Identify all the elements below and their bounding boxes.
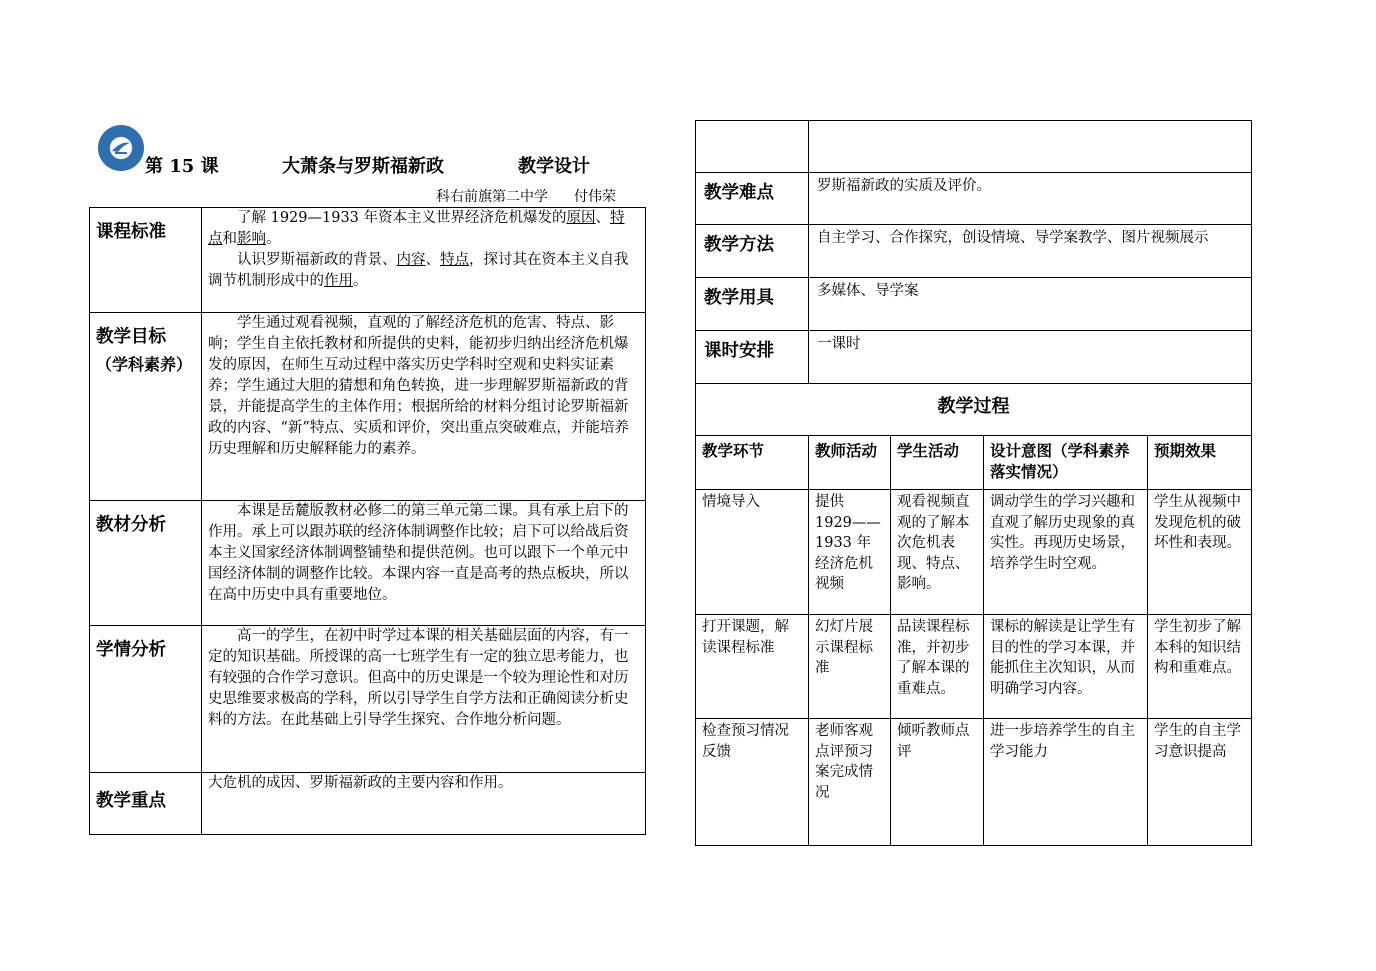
tools-label: 教学用具 xyxy=(696,278,809,331)
process-cell: 学生的自主学习意识提高 xyxy=(1148,719,1252,846)
process-cell: 提供 1929——1933 年经济危机视频 xyxy=(809,490,891,615)
key-points-text: 大危机的成因、罗斯福新政的主要内容和作用。 xyxy=(202,773,646,835)
methods-label: 教学方法 xyxy=(696,225,809,278)
key-points-label: 教学重点 xyxy=(90,773,202,835)
process-cell: 学生从视频中发现危机的破坏性和表现。 xyxy=(1148,490,1252,615)
students-label: 学情分析 xyxy=(90,626,202,773)
process-header-cell: 教学环节 xyxy=(696,436,809,490)
logo-emblem-icon xyxy=(111,139,131,155)
process-cell: 老师客观点评预习案完成情况 xyxy=(809,719,891,846)
process-cell: 调动学生的学习兴趣和直观了解历史现象的真实性。再现历史场景，培养学生时空观。 xyxy=(984,490,1148,615)
process-cell: 进一步培养学生的自主学习能力 xyxy=(984,719,1148,846)
lesson-title: 大萧条与罗斯福新政 xyxy=(282,156,444,177)
table-row xyxy=(90,501,646,626)
goals-label: 教学目标 （学科素养） xyxy=(90,313,202,501)
table-row xyxy=(696,331,1252,384)
table-row xyxy=(696,121,1252,173)
process-cell: 情境导入 xyxy=(696,490,809,615)
process-row xyxy=(696,615,1252,719)
process-cell: 观看视频直观的了解本次危机表现、特点、影响。 xyxy=(891,490,984,615)
process-row xyxy=(696,719,1252,846)
empty-cell xyxy=(696,121,809,173)
schedule-label: 课时安排 xyxy=(696,331,809,384)
difficulty-label: 教学难点 xyxy=(696,173,809,225)
course-standard-text: 了解 1929—1933 年资本主义世界经济危机爆发的原因、特点和影响。 认识罗斯福新政的背景、内容、特点，探讨其在资本主义自我调节机制形成中的作用。 xyxy=(202,208,646,313)
school-logo xyxy=(98,125,144,171)
lesson-number: 第 15 课 xyxy=(145,156,219,177)
process-header-cell: 学生活动 xyxy=(891,436,984,490)
process-cell: 检查预习情况反馈 xyxy=(696,719,809,846)
process-row xyxy=(696,490,1252,615)
teacher-name: 付伟荣 xyxy=(574,189,616,205)
table-row xyxy=(90,773,646,835)
process-cell: 倾听教师点评 xyxy=(891,719,984,846)
process-cell: 打开课题，解读课程标准 xyxy=(696,615,809,719)
course-standard-label: 课程标准 xyxy=(90,208,202,313)
process-title: 教学过程 xyxy=(696,384,1252,436)
students-text: 高一的学生，在初中时学过本课的相关基础层面的内容，有一定的知识基础。所授课的高一七班学生有一定的独立思考能力，也有较强的合作学习意识。但高中的历史课是一个较为理论性和对历史思维要求极高的学科，所以引导学生自学方法和正确阅读分析史料的方法。在此基础上引导学生探究、合作地分析问题。 xyxy=(202,626,646,773)
process-cell: 课标的解读是让学生有目的性的学习本课，并能抓住主次知识，从而明确学习内容。 xyxy=(984,615,1148,719)
process-cell: 幻灯片展示课程标准 xyxy=(809,615,891,719)
school-name: 科右前旗第二中学 xyxy=(436,189,548,205)
process-header-row xyxy=(696,436,1252,490)
table-row xyxy=(696,278,1252,331)
table-row xyxy=(696,173,1252,225)
difficulty-text: 罗斯福新政的实质及评价。 xyxy=(809,173,1252,225)
process-header-cell: 教师活动 xyxy=(809,436,891,490)
schedule-text: 一课时 xyxy=(809,331,1252,384)
table-row xyxy=(90,208,646,313)
table-row xyxy=(696,225,1252,278)
process-header-cell: 设计意图（学科素养落实情况） xyxy=(984,436,1148,490)
empty-cell xyxy=(809,121,1252,173)
material-text: 本课是岳麓版教材必修二的第三单元第二课。具有承上启下的作用。承上可以跟苏联的经济体制调整作比较；启下可以给战后资本主义国家经济体制调整铺垫和提供范例。也可以跟下一个单元中国经济体制的调整作比较。本课内容一直是高考的热点板块，所以在高中历史中具有重要地位。 xyxy=(202,501,646,626)
teaching-process-table xyxy=(695,120,1252,846)
methods-text: 自主学习、合作探究，创设情境、导学案教学、图片视频展示 xyxy=(809,225,1252,278)
table-row xyxy=(90,626,646,773)
material-label: 教材分析 xyxy=(90,501,202,626)
process-cell: 学生初步了解本科的知识结构和重难点。 xyxy=(1148,615,1252,719)
process-cell: 品读课程标准，并初步了解本课的重难点。 xyxy=(891,615,984,719)
process-header-cell: 预期效果 xyxy=(1148,436,1252,490)
doc-type: 教学设计 xyxy=(518,156,590,177)
table-row xyxy=(90,313,646,501)
goals-text: 学生通过观看视频，直观的了解经济危机的危害、特点、影响；学生自主依托教材和所提供的史料，能初步归纳出经济危机爆发的原因，在师生互动过程中落实历史学科时空观和史料实证素养；学生通过大胆的猜想和角色转换，进一步理解罗斯福新政的背景，并能提高学生的主体作用；根据所给的材料分组讨论罗斯福新政的内容、“新”特点、实质和评价，突出重点突破难点，并能培养历史理解和历史解释能力的素养。 xyxy=(202,313,646,501)
lesson-info-table xyxy=(89,207,646,835)
table-row xyxy=(696,384,1252,436)
tools-text: 多媒体、导学案 xyxy=(809,278,1252,331)
author-line xyxy=(436,186,642,206)
